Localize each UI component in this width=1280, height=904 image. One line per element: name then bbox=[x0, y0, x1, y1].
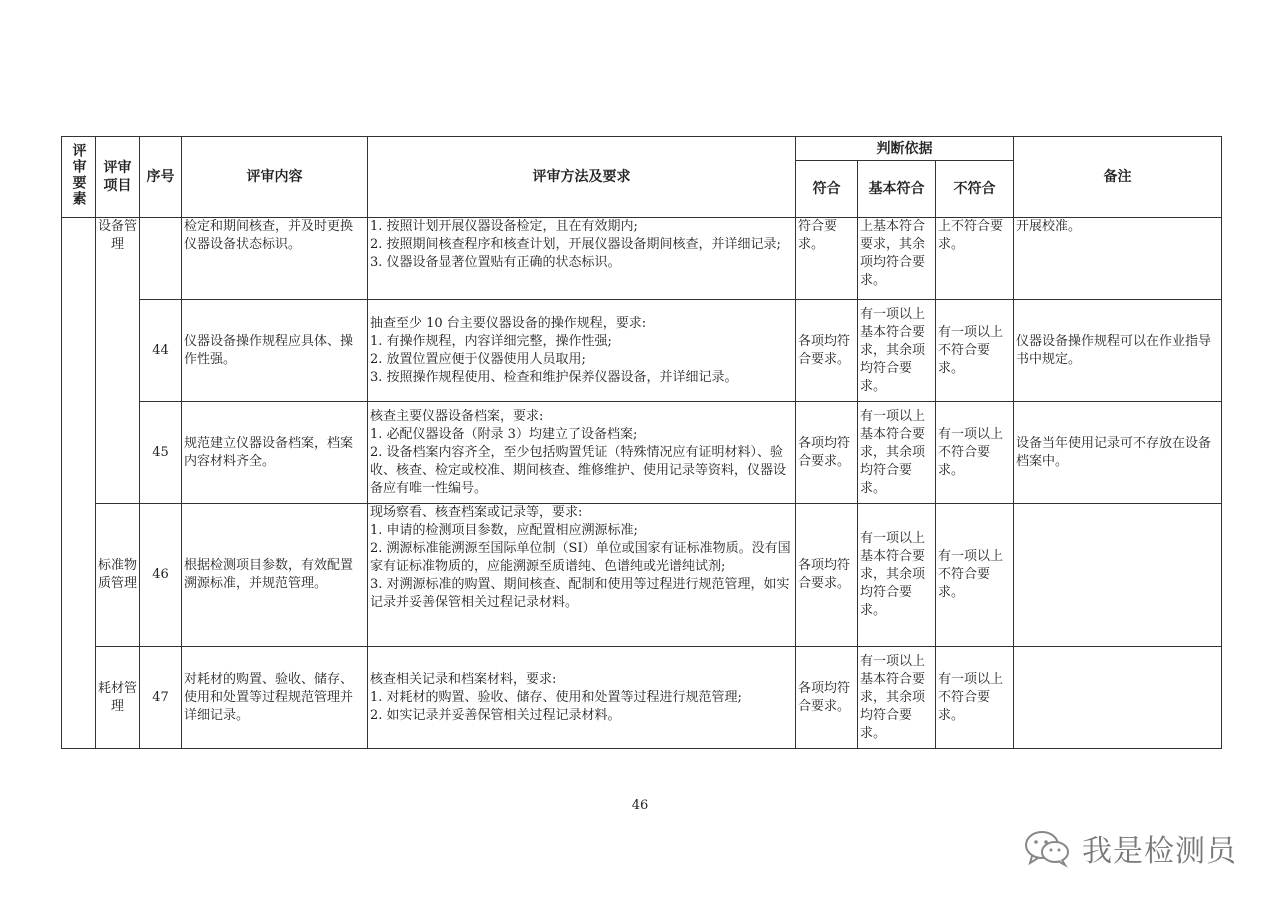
seq-cell: 45 bbox=[140, 402, 182, 504]
remark-cell bbox=[1014, 647, 1222, 749]
basic-cell: 有一项以上基本符合要求，其余项均符合要求。 bbox=[858, 300, 936, 402]
remark-cell: 仪器设备操作规程可以在作业指导书中规定。 bbox=[1014, 300, 1222, 402]
method-line: 2. 如实记录并妥善保管相关过程记录材料。 bbox=[370, 707, 621, 723]
header-method: 评审方法及要求 bbox=[368, 137, 796, 218]
remark-cell: 设备当年使用记录可不存放在设备档案中。 bbox=[1014, 402, 1222, 504]
seq-cell: 44 bbox=[140, 300, 182, 402]
header-conform: 符合 bbox=[796, 161, 858, 218]
table-row bbox=[62, 300, 1222, 402]
basic-cell: 有一项以上基本符合要求，其余项均符合要求。 bbox=[858, 647, 936, 749]
header-basis: 判断依据 bbox=[796, 137, 1014, 161]
method-line: 1. 按照计划开展仪器设备检定，且在有效期内; bbox=[370, 219, 638, 234]
conform-cell: 各项均符合要求。 bbox=[796, 647, 858, 749]
method-line: 2. 设备档案内容齐全，至少包括购置凭证（特殊情况应有证明材料）、验收、核查、检定或校准、期间核查、维修维护、使用记录等资料，仪器设备应有唯一性编号。 bbox=[370, 444, 787, 496]
header-nonconform: 不符合 bbox=[936, 161, 1014, 218]
nonconform-cell: 有一项以上不符合要求。 bbox=[936, 647, 1014, 749]
method-line: 现场察看、核查档案或记录等，要求: bbox=[370, 505, 583, 520]
method-line: 3. 按照操作规程使用、检查和维护保养仪器设备，并详细记录。 bbox=[370, 369, 738, 385]
remark-cell bbox=[1014, 504, 1222, 647]
table-row bbox=[62, 647, 1222, 749]
method-line: 3. 对溯源标准的购置、期间核查、配制和使用等过程进行规范管理，如实记录并妥善保管相关过程记录材料。 bbox=[370, 577, 790, 610]
nonconform-cell: 有一项以上不符合要求。 bbox=[936, 504, 1014, 647]
seq-cell: 47 bbox=[140, 647, 182, 749]
method-line: 1. 必配仪器设备（附录 3）均建立了设备档案; bbox=[370, 426, 638, 442]
content-cell: 规范建立仪器设备档案，档案内容材料齐全。 bbox=[182, 402, 368, 504]
item-cell: 设备管理 bbox=[96, 218, 140, 504]
method-line: 2. 按照期间核查程序和核查计划，开展仪器设备期间核查，并详细记录; bbox=[370, 237, 781, 252]
watermark bbox=[1022, 826, 1237, 870]
method-line: 3. 仪器设备显著位置贴有正确的状态标识。 bbox=[370, 255, 621, 270]
nonconform-cell: 有一项以上不符合要求。 bbox=[936, 402, 1014, 504]
basic-cell: 有一项以上基本符合要求，其余项均符合要求。 bbox=[858, 402, 936, 504]
table-row bbox=[62, 504, 1222, 647]
nonconform-cell: 有一项以上不符合要求。 bbox=[936, 300, 1014, 402]
header-item: 评审项目 bbox=[96, 137, 140, 218]
watermark-text: 我是检测员 bbox=[1082, 834, 1237, 869]
content-cell: 对耗材的购置、验收、储存、使用和处置等过程规范管理并详细记录。 bbox=[182, 647, 368, 749]
seq-cell bbox=[140, 218, 182, 300]
content-cell: 仪器设备操作规程应具体、操作性强。 bbox=[182, 300, 368, 402]
method-cell bbox=[368, 218, 796, 300]
basic-cell: 有一项以上基本符合要求，其余项均符合要求。 bbox=[858, 504, 936, 647]
item-cell: 标准物质管理 bbox=[96, 504, 140, 647]
evaluation-table bbox=[61, 136, 1222, 749]
remark-cell: 开展校准。 bbox=[1014, 218, 1222, 300]
header-seq: 序号 bbox=[140, 137, 182, 218]
header-content: 评审内容 bbox=[182, 137, 368, 218]
method-line: 抽查至少 10 台主要仪器设备的操作规程，要求: bbox=[370, 315, 647, 331]
method-cell bbox=[368, 647, 796, 749]
header-basic: 基本符合 bbox=[858, 161, 936, 218]
header-remark: 备注 bbox=[1014, 137, 1222, 218]
method-cell bbox=[368, 504, 796, 647]
conform-cell: 各项均符合要求。 bbox=[796, 300, 858, 402]
content-cell: 根据检测项目参数，有效配置溯源标准，并规范管理。 bbox=[182, 504, 368, 647]
header-element: 评审要素 bbox=[62, 137, 96, 218]
table-row bbox=[62, 218, 1222, 300]
method-line: 核查相关记录和档案材料，要求: bbox=[370, 671, 557, 687]
seq-cell: 46 bbox=[140, 504, 182, 647]
method-line: 2. 溯源标准能溯源至国际单位制（SI）单位或国家有证标准物质。没有国家有证标准物质的，应能溯源至质谱纯、色谱纯或光谱纯试剂; bbox=[370, 541, 791, 574]
conform-cell: 各项均符合要求。 bbox=[796, 402, 858, 504]
conform-cell: 各项均符合要求。 bbox=[796, 504, 858, 647]
basic-cell: 上基本符合要求，其余项均符合要求。 bbox=[858, 218, 936, 300]
method-line: 核查主要仪器设备档案，要求: bbox=[370, 408, 544, 424]
method-line: 2. 放置位置应便于仪器使用人员取用; bbox=[370, 351, 586, 367]
nonconform-cell: 上不符合要求。 bbox=[936, 218, 1014, 300]
conform-cell: 符合要求。 bbox=[796, 218, 858, 300]
method-line: 1. 有操作规程，内容详细完整，操作性强; bbox=[370, 333, 612, 349]
page-number: 46 bbox=[631, 798, 649, 813]
content-cell: 检定和期间核查，并及时更换仪器设备状态标识。 bbox=[182, 218, 368, 300]
table-row bbox=[62, 402, 1222, 504]
item-cell: 耗材管理 bbox=[96, 647, 140, 749]
method-line: 1. 申请的检测项目参数，应配置相应溯源标准; bbox=[370, 523, 638, 538]
method-cell bbox=[368, 300, 796, 402]
wechat-icon bbox=[1022, 828, 1072, 868]
method-line: 1. 对耗材的购置、验收、储存、使用和处置等过程进行规范管理; bbox=[370, 689, 742, 705]
element-cell bbox=[62, 218, 96, 749]
method-cell bbox=[368, 402, 796, 504]
